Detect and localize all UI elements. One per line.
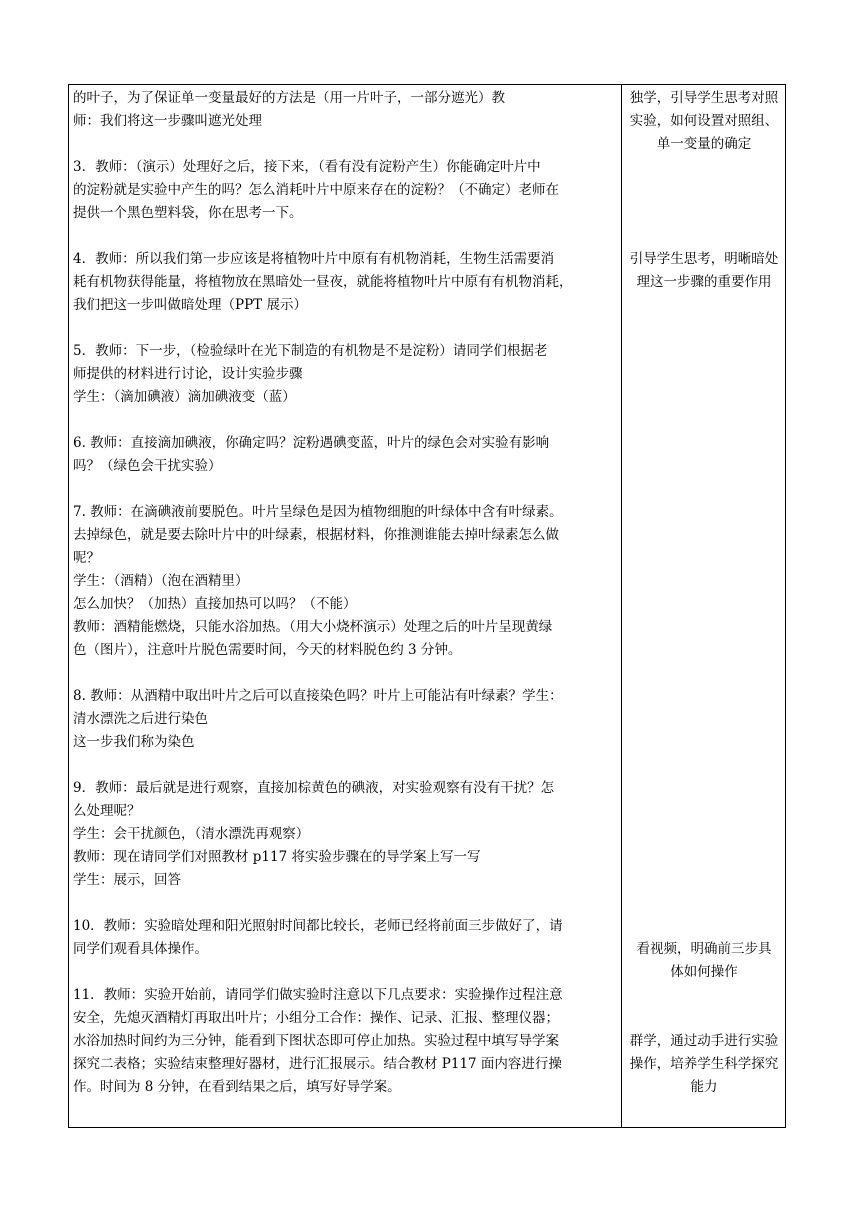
side-note-line: 实验，如何设置对照组、	[629, 113, 779, 129]
side-note-group-experiment	[624, 1030, 784, 1099]
text-line: 师提供的材料进行讨论，设计实验步骤	[73, 366, 303, 382]
text-line: 这一步我们称为染色	[73, 734, 195, 750]
text-line: 学生：（滴加碘液）滴加碘液变（蓝）	[73, 389, 296, 405]
paragraph-step-4	[73, 248, 617, 317]
text-line: 师：我们将这一步骤叫遮光处理	[73, 113, 262, 129]
side-note-line: 群学，通过动手进行实验	[629, 1033, 779, 1049]
side-note-line: 独学，引导学生思考对照	[629, 90, 779, 106]
lesson-plan-table	[68, 84, 786, 1128]
side-note-line: 理这一步骤的重要作用	[636, 274, 772, 290]
paragraph-step-5	[73, 340, 617, 409]
text-line: 学生：（酒精）（泡在酒精里）	[73, 573, 249, 589]
text-line: 教师：酒精能燃烧，只能水浴加热。（用大小烧杯演示）处理之后的叶片呈现黄绿	[73, 619, 553, 635]
text-line: 5．教师：下一步，（检验绿叶在光下制造的有机物是不是淀粉）请同学们根据老	[73, 343, 548, 359]
side-note-dark-treatment	[624, 248, 784, 294]
side-note-line: 引导学生思考，明晰暗处	[629, 251, 779, 267]
text-line: 探究二表格；实验结束整理好器材，进行汇报展示。结合教材 P117 面内容进行操	[73, 1056, 562, 1072]
text-line: 教师：现在请同学们对照教材 p117 将实验步骤在的导学案上写一写	[73, 849, 481, 865]
side-note-line: 单一变量的确定	[656, 136, 752, 152]
text-line: 提供一个黑色塑料袋，你在思考一下。	[73, 205, 303, 221]
text-line: 的淀粉就是实验中产生的吗？怎么消耗叶片中原来存在的淀粉？（不确定）老师在	[73, 182, 559, 198]
text-line: 呢？	[73, 550, 100, 566]
text-line: 8. 教师：从酒精中取出叶片之后可以直接染色吗？叶片上可能沾有叶绿素？学生：	[73, 688, 563, 704]
text-line: 作。时间为 8 分钟，在看到结果之后，填写好导学案。	[73, 1079, 401, 1095]
text-line: 水浴加热时间约为三分钟，能看到下图状态即可停止加热。实验过程中填写导学案	[73, 1033, 559, 1049]
text-line: 安全，先熄灭酒精灯再取出叶片；小组分工合作：操作、记录、汇报、整理仪器；	[73, 1010, 559, 1026]
text-line: 的叶子，为了保证单一变量最好的方法是（用一片叶子，一部分遮光）教	[73, 90, 505, 106]
text-line: 同学们观看具体操作。	[73, 941, 208, 957]
paragraph-step-7	[73, 501, 617, 662]
text-line: 去掉绿色，就是要去除叶片中的叶绿素，根据材料，你推测谁能去掉叶绿素怎么做	[73, 527, 559, 543]
paragraph-step-6	[73, 432, 617, 478]
text-line: 我们把这一步叫做暗处理（PPT 展示）	[73, 297, 307, 313]
text-line: 4．教师：所以我们第一步应该是将植物叶片中原有有机物消耗，生物生活需要消	[73, 251, 555, 267]
text-line: 清水漂洗之后进行染色	[73, 711, 208, 727]
text-line: 吗？（绿色会干扰实验）	[73, 458, 222, 474]
paragraph-step-9	[73, 777, 617, 892]
text-line: 6. 教师：直接滴加碘液，你确定吗？淀粉遇碘变蓝，叶片的绿色会对实验有影响	[73, 435, 550, 451]
text-line: 色（图片），注意叶片脱色需要时间，今天的材料脱色约 3 分钟。	[73, 642, 462, 658]
paragraph-step-10	[73, 915, 617, 961]
teaching-process-column	[73, 87, 617, 1099]
side-note-control-setup	[624, 87, 784, 156]
text-line: 学生：展示，回答	[73, 872, 181, 888]
text-line: 11．教师：实验开始前，请同学们做实验时注意以下几点要求：实验操作过程注意	[73, 987, 563, 1003]
paragraph-step-3	[73, 156, 617, 225]
side-note-line: 体如何操作	[670, 964, 738, 980]
text-line: 10．教师：实验暗处理和阳光照射时间都比较长，老师已经将前面三步做好了，请	[73, 918, 563, 934]
paragraph-intro	[73, 87, 617, 133]
text-line: 3．教师：（演示）处理好之后，接下来，（看有没有淀粉产生）你能确定叶片中	[73, 159, 541, 175]
side-note-line: 看视频，明确前三步具	[636, 941, 772, 957]
side-note-video	[624, 938, 784, 984]
text-line: 7. 教师：在滴碘液前要脱色。叶片呈绿色是因为植物细胞的叶绿体中含有叶绿素。	[73, 504, 563, 520]
text-line: 么处理呢？	[73, 803, 141, 819]
column-divider	[621, 85, 622, 1127]
text-line: 怎么加快？（加热）直接加热可以吗？（不能）	[73, 596, 357, 612]
text-line: 学生：会干扰颜色，（清水漂洗再观察）	[73, 826, 310, 842]
text-line: 9．教师：最后就是进行观察，直接加棕黄色的碘液，对实验观察有没有干扰？怎	[73, 780, 555, 796]
paragraph-step-11	[73, 984, 617, 1099]
side-note-line: 能力	[690, 1079, 718, 1095]
side-note-line: 操作，培养学生科学探究	[629, 1056, 779, 1072]
paragraph-step-8	[73, 685, 617, 754]
text-line: 耗有机物获得能量，将植物放在黑暗处一昼夜，就能将植物叶片中原有有机物消耗，	[73, 274, 573, 290]
